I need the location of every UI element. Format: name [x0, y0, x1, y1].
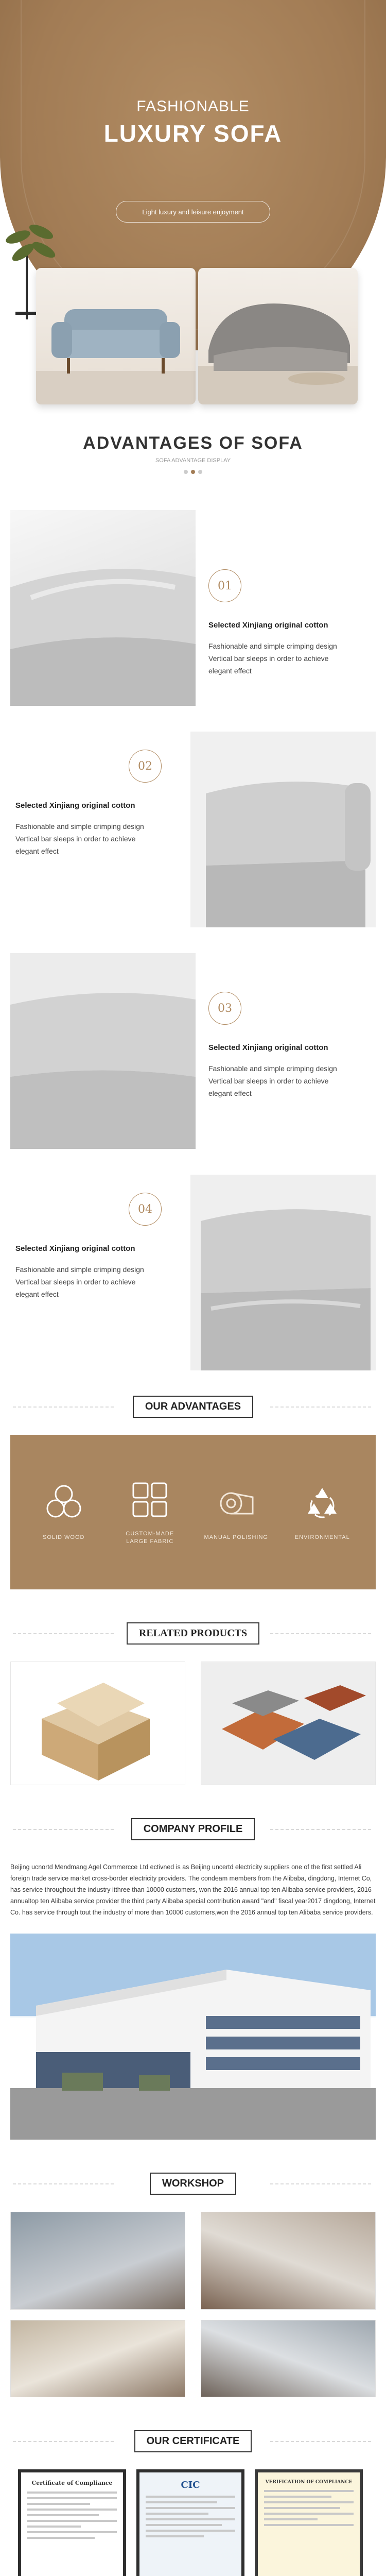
advantage-line: elegant effect [15, 1290, 59, 1298]
section-title: OUR ADVANTAGES [133, 1396, 253, 1418]
advantage-line: Vertical bar sleeps in order to achieve [208, 1077, 329, 1085]
advantage-line: elegant effect [15, 847, 59, 855]
sofa-detail-image [10, 510, 196, 706]
carousel-dots [0, 470, 386, 474]
company-profile-section [0, 1806, 386, 2140]
advantage-line: Vertical bar sleeps in order to achieve [15, 1278, 136, 1286]
advantage-heading: Selected Xinjiang original cotton [15, 1244, 135, 1253]
fabric-roll-icon [216, 1483, 257, 1524]
hero-banner [0, 0, 386, 430]
hero-subtitle: FASHIONABLE [136, 98, 250, 115]
advantage-line: Fashionable and simple crimping design [208, 1064, 337, 1073]
certificate-section [0, 2418, 386, 2576]
advantage-heading: Selected Xinjiang original cotton [15, 801, 135, 810]
section-title: COMPANY PROFILE [131, 1818, 255, 1840]
carousel-dot[interactable] [184, 470, 188, 474]
hero-sofa-image-curved [198, 268, 358, 404]
advantage-line: Fashionable and simple crimping design [208, 642, 337, 650]
advantage-heading: Selected Xinjiang original cotton [208, 1043, 328, 1052]
sofa-detail-image [190, 732, 376, 927]
advantage-number: 03 [208, 992, 241, 1025]
workshop-photo [10, 2320, 185, 2397]
workshop-photo [10, 2212, 185, 2310]
advantage-feature [28, 1483, 100, 1541]
workshop-photo [201, 2320, 376, 2397]
sofa-detail-image [190, 1175, 376, 1370]
certificate-image [255, 2469, 363, 2576]
feature-label: MANUAL POLISHING [204, 1534, 268, 1540]
sofa-detail-image [10, 953, 196, 1149]
section-header [0, 2160, 386, 2207]
advantage-line: Fashionable and simple crimping design [15, 1265, 144, 1274]
advantage-feature [114, 1479, 186, 1546]
related-products-section [0, 1610, 386, 1785]
hero-tagline: Light luxury and leisure enjoyment [116, 201, 270, 223]
section-header [0, 1610, 386, 1656]
certificate-heading: Certificate of Compliance [31, 2480, 113, 2486]
feature-label: ENVIRONMENTAL [294, 1534, 350, 1540]
certificate-image [136, 2469, 244, 2576]
advantages-header [0, 430, 386, 497]
advantage-heading: Selected Xinjiang original cotton [208, 621, 328, 630]
advantage-text [15, 801, 170, 857]
company-description: Beijing ucnortd Mendmang Agel Commercce Ltd ectivned is as Beijing uncertd electricity suppliers one of the first settled Ali foreign trade service market cross-border electricity providers. The condeam members from the Alibaba, dingdong, Internet Co, has service throughout the industry itthree than 10000 customers, won the 2016 annual top ten Alibaba service providers, 2016 annualtop ten Alibaba service provider the third party Alibaba special contribution award "and" fiscal year2017 dingdong, Internet Co. has service through tout the industry of more than 10000 customers,won the 2016 annual top ten Alibaba service providers. [10, 1863, 376, 1916]
advantage-row-4 [0, 1162, 386, 1383]
advantage-line: elegant effect [208, 1089, 252, 1097]
advantage-number: 02 [129, 750, 162, 783]
advantage-line: elegant effect [208, 667, 252, 675]
certificate-heading: VERIFICATION OF COMPLIANCE [265, 2480, 353, 2485]
advantage-row-1 [0, 497, 386, 719]
advantage-text [15, 1244, 170, 1300]
advantage-number: 01 [208, 569, 241, 602]
section-title: OUR CERTIFICATE [134, 2430, 252, 2452]
related-product-card[interactable] [10, 1662, 185, 1785]
section-title: RELATED PRODUCTS [127, 1622, 259, 1645]
workshop-section [0, 2160, 386, 2402]
carousel-dot-active[interactable] [191, 470, 195, 474]
advantage-text [208, 1043, 363, 1099]
company-building-photo [10, 1934, 376, 2140]
advantage-text [208, 621, 363, 677]
advantages-section [0, 430, 386, 1383]
section-title: WORKSHOP [150, 2173, 236, 2195]
carousel-dot[interactable] [198, 470, 202, 474]
related-product-card[interactable] [201, 1662, 376, 1785]
feature-label: CUSTOM-MADE LARGE FABRIC [126, 1530, 174, 1545]
advantage-line: Fashionable and simple crimping design [15, 822, 144, 831]
recycle-icon [302, 1483, 343, 1524]
certificate-image [18, 2469, 126, 2576]
advantage-number: 04 [129, 1193, 162, 1226]
grid-icon [129, 1479, 170, 1520]
advantage-row-3 [0, 940, 386, 1162]
advantage-feature [286, 1483, 358, 1541]
certificate-heading: CIC [181, 2480, 200, 2490]
workshop-photo [201, 2212, 376, 2310]
advantage-line: Vertical bar sleeps in order to achieve [208, 654, 329, 663]
our-advantages-section [0, 1383, 386, 1589]
hero-sofa-image-blue [36, 268, 196, 404]
section-header [0, 1806, 386, 1852]
advantage-row-2 [0, 719, 386, 940]
rings-icon [43, 1483, 84, 1524]
feature-label: SOLID WOOD [42, 1534, 85, 1540]
hero-title: LUXURY SOFA [103, 120, 283, 147]
advantage-feature [200, 1483, 272, 1541]
our-advantages-panel [10, 1435, 376, 1589]
section-header [0, 2418, 386, 2464]
advantages-title: ADVANTAGES OF SOFA [83, 433, 303, 453]
advantage-line: Vertical bar sleeps in order to achieve [15, 835, 136, 843]
advantages-subtitle: SOFA ADVANTAGE DISPLAY [155, 457, 231, 464]
section-header [0, 1383, 386, 1430]
